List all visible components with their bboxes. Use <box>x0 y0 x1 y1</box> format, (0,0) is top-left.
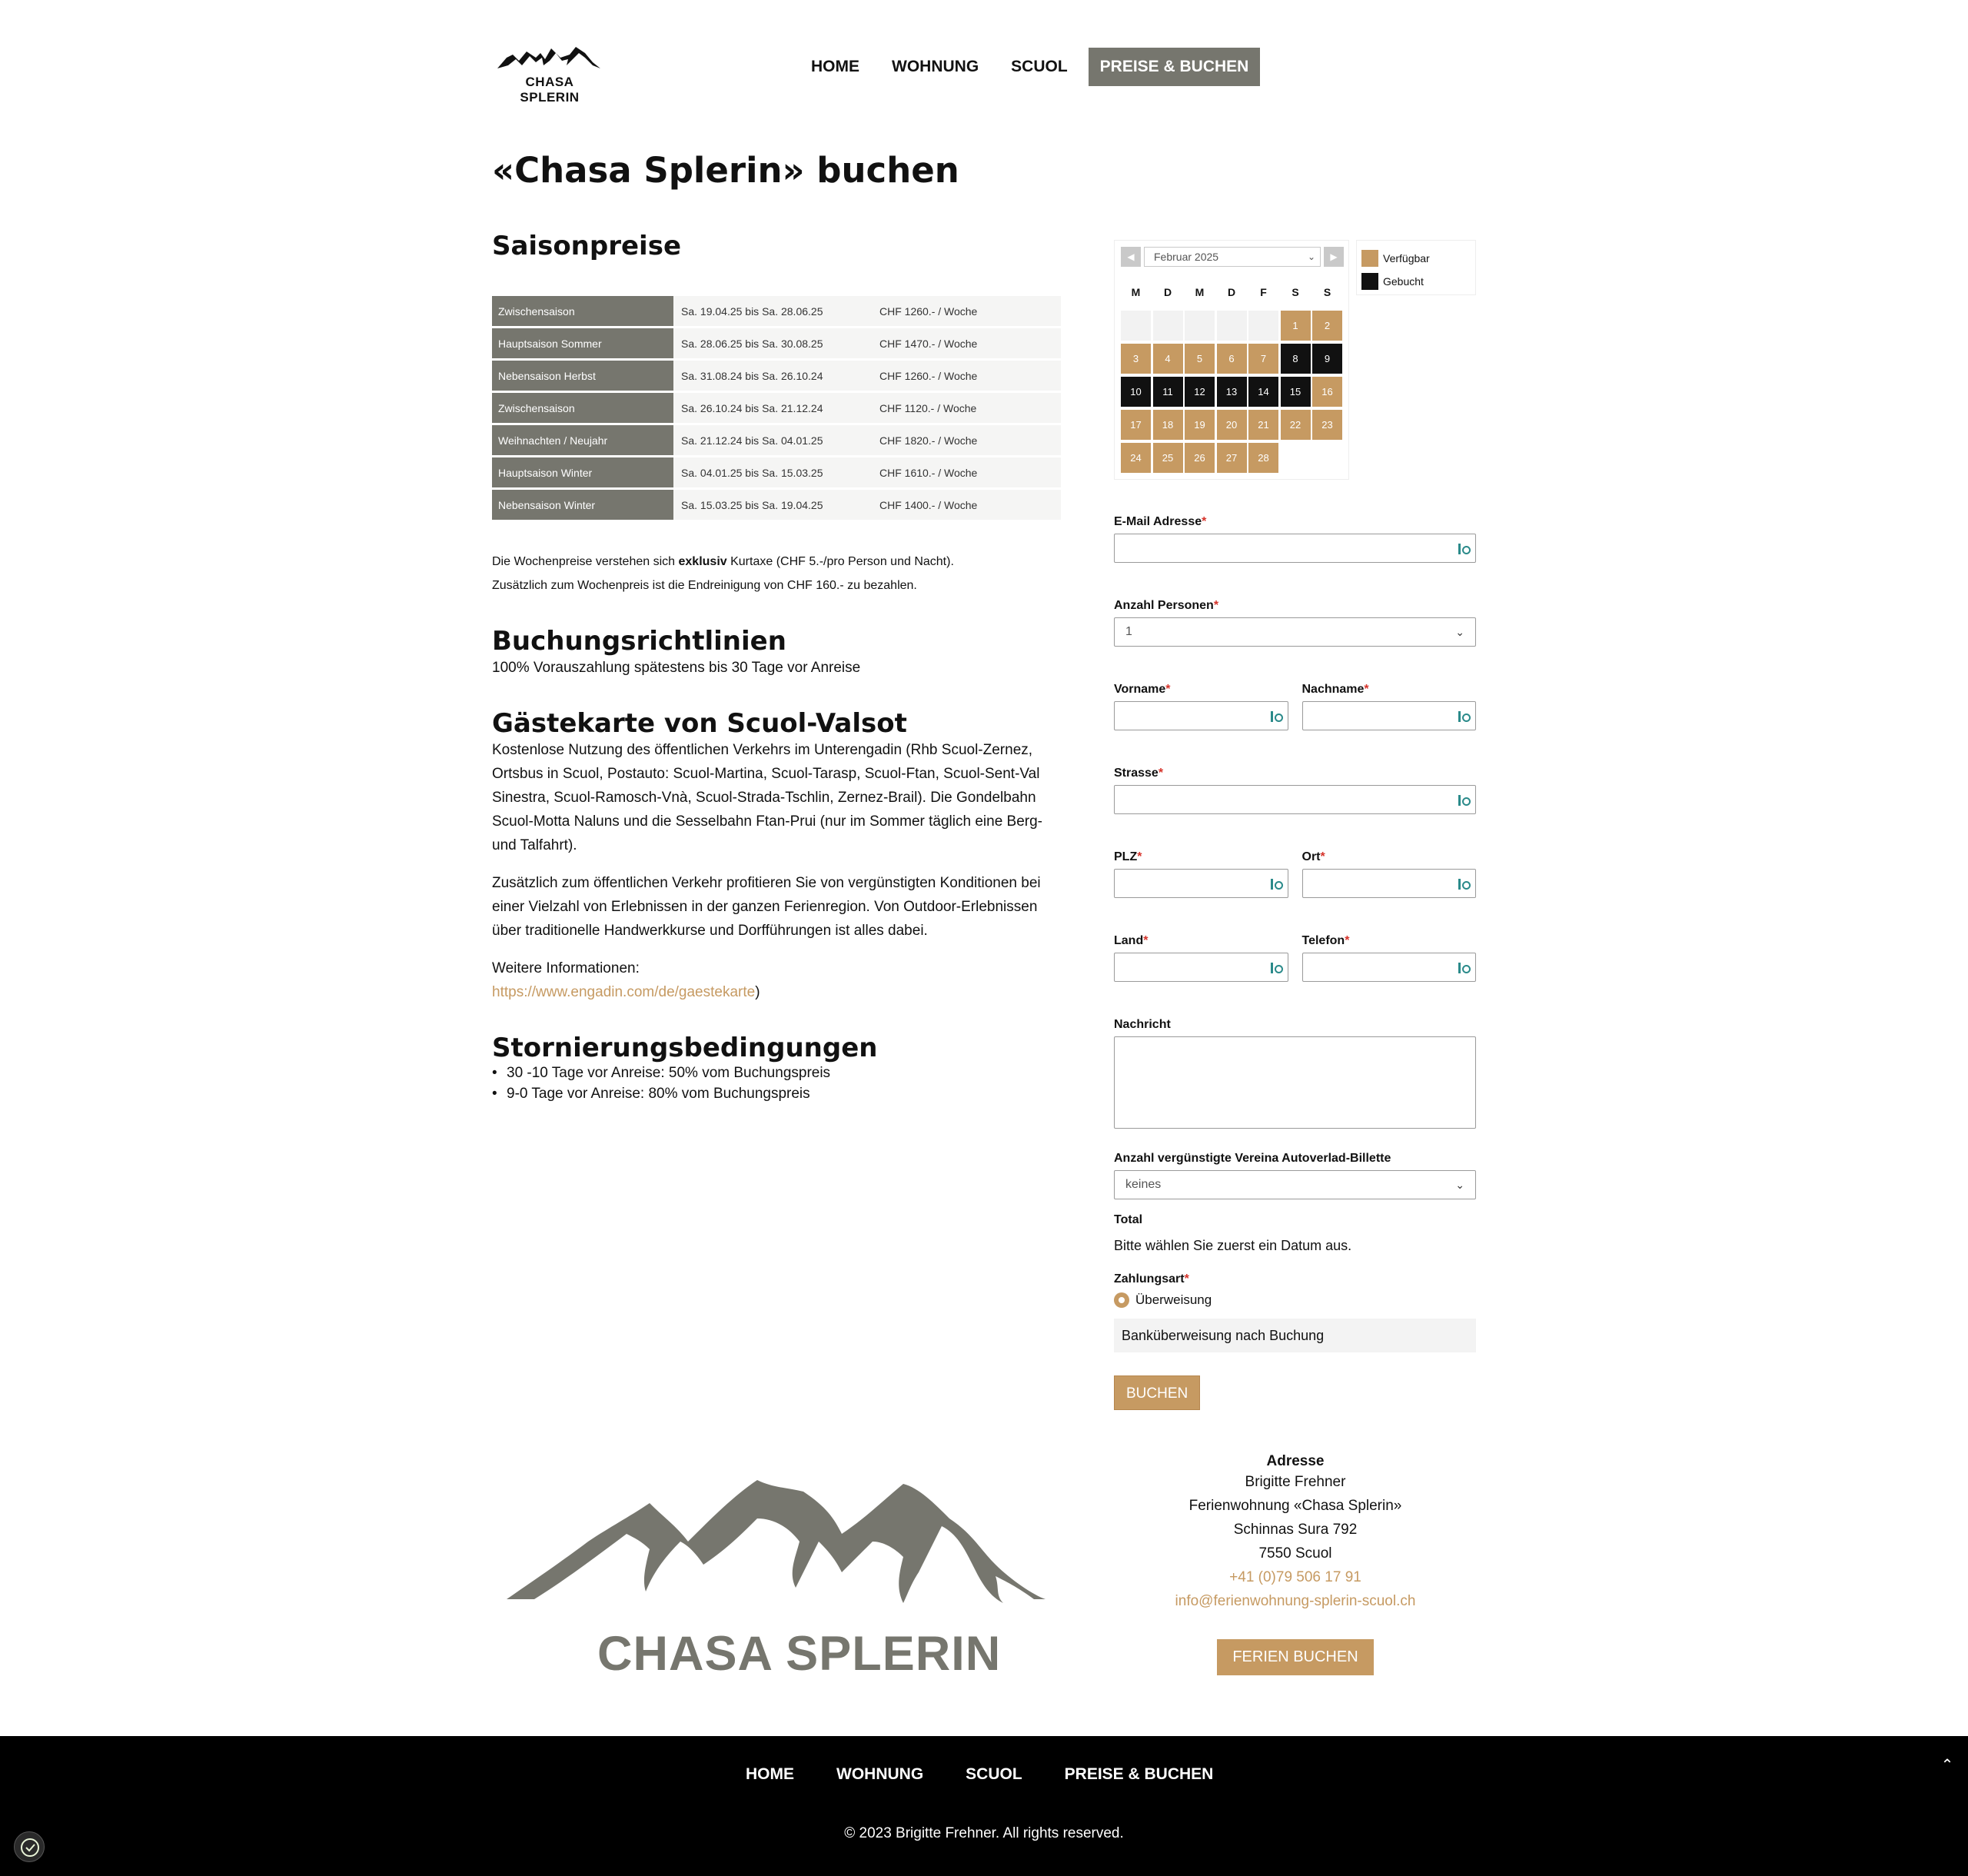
page-title: «Chasa Splerin» buchen <box>492 150 959 191</box>
key-icon <box>1271 961 1282 975</box>
table-row <box>492 361 1061 391</box>
phone-field[interactable] <box>1302 953 1477 982</box>
season-name-cell: Hauptsaison Winter <box>492 457 673 487</box>
season-heading: Saisonpreise <box>492 231 682 261</box>
calendar-day-available[interactable]: 25 <box>1153 443 1183 473</box>
calendar-day-available[interactable]: 21 <box>1248 410 1278 440</box>
info-column <box>492 231 1061 1104</box>
payment-option-transfer[interactable]: Überweisung <box>1114 1292 1476 1308</box>
table-row <box>492 425 1061 455</box>
weekday-header: S <box>1292 286 1299 298</box>
availability-calendar <box>1114 240 1349 480</box>
guest-card-paragraph-1: Kostenlose Nutzung des öffentlichen Verkehrs im Unterengadin (Rhb Scuol-Zernez, Ortsbus in Scuol, Postauto: Scuol-Martina, Scuol-Tarasp, Scuol-Ftan, Scuol-Sent-Val Sinestra, Scuol-Ramosch-Vnà, Scuol-Strada-Tschlin, Zernez-Brail). Die Gondelbahn Scuol-Motta Naluns und die Sesselbahn Ftan-Prui (nur im Sommer täglich eine Berg- und Talfahrt). <box>492 742 1042 853</box>
calendar-day-available[interactable]: 23 <box>1312 410 1342 440</box>
calendar-grid <box>1121 278 1342 473</box>
list-item: • 30 -10 Tage vor Anreise: 50% vom Buchungspreis <box>492 1063 1061 1083</box>
calendar-day-available[interactable]: 26 <box>1185 443 1215 473</box>
chevron-down-icon: ⌄ <box>1455 1179 1464 1191</box>
total-text: Bitte wählen Sie zuerst ein Datum aus. <box>1114 1238 1352 1253</box>
cancellation-list <box>492 1063 1061 1104</box>
key-icon <box>1458 710 1469 723</box>
city-field[interactable] <box>1302 869 1477 898</box>
guest-card-section <box>492 709 1061 1004</box>
calendar-empty-cell <box>1185 311 1215 341</box>
season-price-cell: CHF 1260.- / Woche <box>876 361 1061 391</box>
nav-preise-buchen[interactable]: PREISE & BUCHEN <box>1089 48 1261 86</box>
table-row <box>492 328 1061 358</box>
season-name-cell: Nebensaison Winter <box>492 490 673 520</box>
policy-section <box>492 627 1061 680</box>
footer-address <box>1111 1453 1480 1675</box>
weekday-header: D <box>1163 286 1172 298</box>
country-label: Land* <box>1114 934 1149 947</box>
season-dates-cell: Sa. 04.01.25 bis Sa. 15.03.25 <box>673 457 876 487</box>
calendar-day-available[interactable]: 4 <box>1153 344 1183 374</box>
table-row <box>492 457 1061 487</box>
email-field[interactable] <box>1114 534 1476 563</box>
season-price-cell: CHF 1820.- / Woche <box>876 425 1061 455</box>
legend-available: Verfügbar <box>1361 247 1471 270</box>
season-name-cell: Weihnachten / Neujahr <box>492 425 673 455</box>
footer-logo <box>504 1472 1049 1681</box>
nav-scuol[interactable]: SCUOL <box>1011 58 1068 75</box>
footer-nav <box>746 1765 1213 1784</box>
next-month-button[interactable]: ▶ <box>1324 247 1344 267</box>
total-label: Total <box>1114 1213 1143 1226</box>
ferien-buchen-button[interactable]: FERIEN BUCHEN <box>1217 1639 1373 1675</box>
season-name-cell: Hauptsaison Sommer <box>492 328 673 358</box>
booking-form <box>1114 515 1476 1410</box>
mountain-logo-icon <box>496 42 603 75</box>
guest-card-more: Weitere Informationen: https://www.engadin.com/de/gaestekarte) <box>492 960 760 1000</box>
calendar-empty-cell <box>1248 311 1278 341</box>
persons-select[interactable]: 1 ⌄ <box>1114 617 1476 647</box>
site-header <box>0 0 1968 135</box>
cancellation-section <box>492 1033 1061 1104</box>
calendar-day-available[interactable]: 19 <box>1185 410 1215 440</box>
season-price-cell: CHF 1610.- / Woche <box>876 457 1061 487</box>
city-label: Ort* <box>1301 850 1325 863</box>
calendar-empty-cell <box>1281 443 1311 473</box>
policy-heading: Buchungsrichtlinien <box>492 626 786 657</box>
calendar-day-booked: 14 <box>1248 377 1278 407</box>
more-info-label: Weitere Informationen: <box>492 960 640 976</box>
weekday-header: M <box>1131 286 1141 298</box>
guest-card-link[interactable]: https://www.engadin.com/de/gaestekarte <box>492 984 756 1000</box>
price-note <box>492 550 1061 597</box>
payment-label: Zahlungsart* <box>1114 1272 1189 1286</box>
key-icon <box>1271 710 1282 723</box>
calendar-day-available[interactable]: 27 <box>1217 443 1247 473</box>
prev-month-button[interactable]: ◀ <box>1121 247 1141 267</box>
calendar-day-available[interactable]: 7 <box>1248 344 1278 374</box>
scroll-to-top-icon[interactable]: ⌃ <box>1940 1755 1954 1774</box>
street-label: Strasse* <box>1114 767 1164 780</box>
cancellation-heading: Stornierungsbedingungen <box>492 1033 878 1063</box>
payment-info: Banküberweisung nach Buchung <box>1114 1319 1476 1352</box>
tickets-select[interactable]: keines ⌄ <box>1114 1170 1476 1199</box>
weekday-header: S <box>1323 286 1331 298</box>
address-email[interactable]: info@ferienwohnung-splerin-scuol.ch <box>1175 1593 1416 1609</box>
zip-field[interactable] <box>1114 869 1288 898</box>
footer-nav-wohnung[interactable]: WOHNUNG <box>836 1765 924 1783</box>
weekday-header: D <box>1227 286 1236 298</box>
chevron-down-icon: ⌄ <box>1307 251 1315 262</box>
main-nav <box>800 48 1260 86</box>
calendar-header <box>1121 247 1344 267</box>
cookie-settings-icon[interactable] <box>14 1831 45 1862</box>
calendar-empty-cell <box>1312 443 1342 473</box>
available-swatch <box>1361 250 1378 267</box>
key-icon <box>1458 961 1469 975</box>
calendar-day-available[interactable]: 6 <box>1217 344 1247 374</box>
footer-nav-preise-buchen[interactable]: PREISE & BUCHEN <box>1064 1765 1214 1783</box>
calendar-day-booked: 10 <box>1121 377 1151 407</box>
season-name-cell: Zwischensaison <box>492 296 673 326</box>
site-logo[interactable] <box>496 42 603 105</box>
address-title: Adresse <box>1266 1453 1325 1469</box>
radio-checked-icon <box>1114 1292 1129 1308</box>
key-icon <box>1458 542 1469 556</box>
address-line1: Ferienwohnung «Chasa Splerin» <box>1188 1498 1402 1514</box>
price-note-line1: Die Wochenpreise verstehen sich exklusiv Kurtaxe (CHF 5.-/pro Person und Nacht). <box>492 555 954 568</box>
address-name: Brigitte Frehner <box>1245 1474 1346 1490</box>
copyright: © 2023 Brigitte Frehner. All rights reserved. <box>844 1825 1124 1841</box>
address-line2: Schinnas Sura 792 <box>1233 1522 1358 1538</box>
price-note-line2: Zusätzlich zum Wochenpreis ist die Endreinigung von CHF 160.- zu bezahlen. <box>492 579 917 592</box>
calendar-day-booked: 11 <box>1153 377 1183 407</box>
calendar-legend <box>1356 240 1476 295</box>
season-dates-cell: Sa. 28.06.25 bis Sa. 30.08.25 <box>673 328 876 358</box>
footer-bar <box>0 1736 1968 1876</box>
month-select[interactable]: Februar 2025 ⌄ <box>1144 247 1321 267</box>
name-row <box>1114 683 1476 730</box>
contact-row <box>1114 934 1476 982</box>
street-field[interactable] <box>1114 785 1476 814</box>
season-dates-cell: Sa. 21.12.24 bis Sa. 04.01.25 <box>673 425 876 455</box>
chevron-down-icon: ⌄ <box>1455 626 1464 638</box>
guest-card-paragraph-2: Zusätzlich zum öffentlichen Verkehr profitieren Sie von vergünstigten Konditionen bei einer Vielzahl von Erlebnissen in der ganzen Ferienregion. Von Outdoor-Erlebnissen über traditionelle Handwerkkurse und Dorfführungen ist alles dabei. <box>492 875 1041 939</box>
policy-text: 100% Vorauszahlung spätestens bis 30 Tage vor Anreise <box>492 660 861 676</box>
calendar-day-booked: 9 <box>1312 344 1342 374</box>
calendar-day-booked: 12 <box>1185 377 1215 407</box>
firstname-label: Vorname* <box>1114 683 1171 696</box>
table-row <box>492 490 1061 520</box>
calendar-day-available[interactable]: 28 <box>1248 443 1278 473</box>
key-icon <box>1458 877 1469 891</box>
footer-nav-scuol[interactable]: SCUOL <box>966 1765 1022 1783</box>
season-name-cell: Zwischensaison <box>492 393 673 423</box>
email-label: E-Mail Adresse* <box>1114 515 1207 528</box>
book-button[interactable]: BUCHEN <box>1114 1375 1200 1410</box>
season-dates-cell: Sa. 31.08.24 bis Sa. 26.10.24 <box>673 361 876 391</box>
footer-nav-home[interactable]: HOME <box>746 1765 794 1783</box>
city-row <box>1114 850 1476 898</box>
calendar-day-booked: 15 <box>1281 377 1311 407</box>
message-textarea[interactable] <box>1114 1036 1476 1129</box>
country-field[interactable] <box>1114 953 1288 982</box>
season-price-table <box>492 294 1061 522</box>
logo-text: CHASA SPLERIN <box>520 75 580 105</box>
season-dates-cell: Sa. 15.03.25 bis Sa. 19.04.25 <box>673 490 876 520</box>
calendar-day-available[interactable]: 2 <box>1312 311 1342 341</box>
key-icon <box>1458 793 1469 807</box>
guest-card-heading: Gästekarte von Scuol-Valsot <box>492 708 907 739</box>
calendar-day-available[interactable]: 20 <box>1217 410 1247 440</box>
legend-booked: Gebucht <box>1361 270 1471 293</box>
calendar-day-available[interactable]: 17 <box>1121 410 1151 440</box>
calendar-day-available[interactable]: 16 <box>1312 377 1342 407</box>
message-label: Nachricht <box>1114 1018 1171 1031</box>
tickets-label: Anzahl vergünstigte Vereina Autoverlad-Billette <box>1114 1152 1391 1165</box>
table-row <box>492 296 1061 326</box>
zip-label: PLZ* <box>1114 850 1142 863</box>
calendar-empty-cell <box>1153 311 1183 341</box>
calendar-day-booked: 8 <box>1281 344 1311 374</box>
calendar-day-available[interactable]: 18 <box>1153 410 1183 440</box>
calendar-day-available[interactable]: 1 <box>1281 311 1311 341</box>
address-line3: 7550 Scuol <box>1258 1545 1332 1562</box>
booked-swatch <box>1361 273 1378 290</box>
season-dates-cell: Sa. 19.04.25 bis Sa. 28.06.25 <box>673 296 876 326</box>
calendar-day-available[interactable]: 5 <box>1185 344 1215 374</box>
nav-home[interactable]: HOME <box>811 58 859 75</box>
nav-wohnung[interactable]: WOHNUNG <box>892 58 979 75</box>
season-price-cell: CHF 1120.- / Woche <box>876 393 1061 423</box>
calendar-day-available[interactable]: 24 <box>1121 443 1151 473</box>
season-name-cell: Nebensaison Herbst <box>492 361 673 391</box>
footer-logo-text: CHASA SPLERIN <box>597 1627 1002 1681</box>
calendar-day-booked: 13 <box>1217 377 1247 407</box>
season-dates-cell: Sa. 26.10.24 bis Sa. 21.12.24 <box>673 393 876 423</box>
weekday-header: M <box>1195 286 1205 298</box>
weekday-header: F <box>1260 286 1267 298</box>
list-item: • 9-0 Tage vor Anreise: 80% vom Buchungspreis <box>492 1083 1061 1104</box>
phone-label: Telefon* <box>1301 934 1350 947</box>
address-phone[interactable]: +41 (0)79 506 17 91 <box>1229 1569 1361 1585</box>
lastname-field[interactable] <box>1302 701 1477 730</box>
season-price-cell: CHF 1470.- / Woche <box>876 328 1061 358</box>
persons-label: Anzahl Personen* <box>1114 599 1219 612</box>
firstname-field[interactable] <box>1114 701 1288 730</box>
table-row <box>492 393 1061 423</box>
calendar-empty-cell <box>1217 311 1247 341</box>
calendar-empty-cell <box>1121 311 1151 341</box>
calendar-day-available[interactable]: 3 <box>1121 344 1151 374</box>
key-icon <box>1271 877 1282 891</box>
mountain-logo-icon <box>504 1472 1049 1626</box>
season-price-cell: CHF 1260.- / Woche <box>876 296 1061 326</box>
lastname-label: Nachname* <box>1301 683 1369 696</box>
calendar-day-available[interactable]: 22 <box>1281 410 1311 440</box>
season-price-cell: CHF 1400.- / Woche <box>876 490 1061 520</box>
